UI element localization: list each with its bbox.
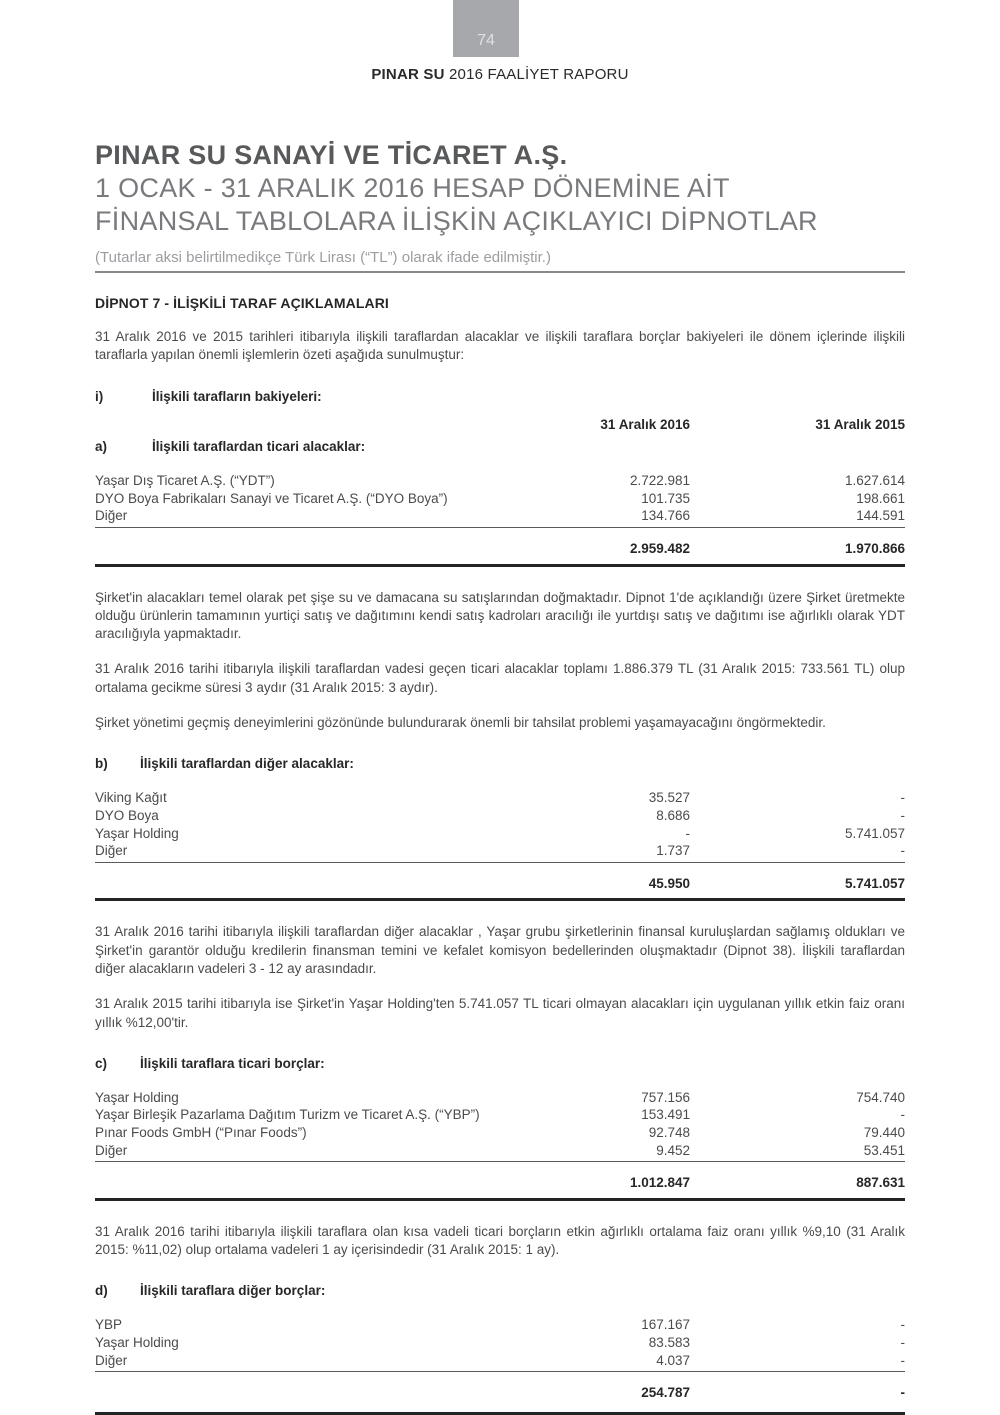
- row-label: Yaşar Holding: [95, 1334, 179, 1350]
- table-row: [95, 1316, 905, 1334]
- table-divider: [95, 1371, 905, 1372]
- row-value-2015: 198.661: [856, 490, 905, 506]
- table-d: [95, 1316, 905, 1414]
- title-block: [95, 139, 905, 273]
- page-content: [95, 139, 905, 1415]
- row-label: Yaşar Dış Ticaret A.Ş. (“YDT”): [95, 473, 275, 489]
- total-value-2016: 1.012.847: [629, 1175, 690, 1191]
- row-value-2016: 101.735: [641, 490, 690, 506]
- table-bottom-rule: [95, 1198, 905, 1201]
- table-row: [95, 507, 905, 525]
- row-value-2015: -: [900, 790, 905, 806]
- row-value-2015: -: [900, 1352, 905, 1368]
- paragraph: 31 Aralık 2016 tarihi itibarıyla ilişkili taraflardan vadesi geçen ticari alacaklar toplamı 1.886.379 TL (31 Aralık 2015: 733.561 TL) olup ortalama gecikme süresi 3 aydır (31 Aralık 2015: 3 aydır).: [95, 661, 905, 695]
- total-value-2016: 254.787: [641, 1385, 690, 1401]
- section-b-marker: b): [95, 756, 108, 772]
- row-value-2016: 83.583: [648, 1334, 690, 1350]
- row-label: Yaşar Birleşik Pazarlama Dağıtım Turizm ve Ticaret A.Ş. (“YBP”): [95, 1107, 480, 1123]
- table-row: [95, 490, 905, 508]
- intro-paragraph: 31 Aralık 2016 ve 2015 tarihleri itibarıyla ilişkili taraflardan alacaklar ve ilişkili taraflara borçlar bakiyeleri ile dönem içlerinde ilişkili taraflarla yapılan önemli işlemlerin özeti aşağıda sunulmuştur:: [95, 329, 905, 363]
- paragraph: 31 Aralık 2015 tarihi itibarıyla ise Şirket'in Yaşar Holding'ten 5.741.057 TL ticari olmayan alacakları için uygulanan yıllık etkin faiz oranı yıllık %12,00'tir.: [95, 996, 905, 1030]
- row-value-2015: -: [900, 807, 905, 823]
- page-number-box: [453, 0, 519, 57]
- paragraph: Şirket yönetimi geçmiş deneyimlerini gözönünde bulundurarak önemli bir tahsilat problemi yaşamayacağını öngörmektedir.: [95, 715, 826, 731]
- item-i-heading: [95, 389, 905, 404]
- row-value-2016: 4.037: [656, 1352, 690, 1368]
- total-row: [95, 1174, 905, 1192]
- row-value-2016: 153.491: [641, 1107, 690, 1123]
- column-header-2015: 31 Aralık 2015: [815, 416, 905, 432]
- section-a-marker: a): [95, 439, 108, 455]
- table-bottom-rule: [95, 564, 905, 567]
- row-value-2016: -: [685, 825, 690, 841]
- table-row: [95, 807, 905, 825]
- dipnot-heading: DİPNOT 7 - İLİŞKİLİ TARAF AÇIKLAMALARI: [95, 295, 389, 311]
- row-value-2015: -: [900, 843, 905, 859]
- table-divider: [95, 527, 905, 528]
- table-row: [95, 1352, 905, 1370]
- table-divider: [95, 862, 905, 863]
- table-bottom-rule: [95, 1412, 905, 1415]
- table-row: [95, 472, 905, 490]
- item-i-label: İlişkili tarafların bakiyeleri:: [152, 388, 322, 404]
- total-spacer: [95, 1384, 560, 1402]
- table-bottom-rule: [95, 898, 905, 901]
- paragraph: Şirket'in alacakları temel olarak pet şişe su ve damacana su satışlarından doğmaktadır. Dipnot 1'de açıklandığı üzere Şirket üretmekte olduğu ürünlerin tamamının yurtiçi satış ve dağıtımını kendi satış kadroları aracılığı ile yurtdışı satış ve dağıtımı ise ağırlıklı olarak YDT aracılığıyla yapmaktadır.: [95, 589, 905, 642]
- page-title: PINAR SU SANAYİ VE TİCARET A.Ş.: [95, 140, 568, 170]
- section-c-label: İlişkili taraflara ticari borçlar:: [140, 1055, 325, 1071]
- row-label: Diğer: [95, 1352, 128, 1368]
- row-value-2015: -: [900, 1317, 905, 1333]
- row-value-2015: 754.740: [856, 1089, 905, 1105]
- table-c: [95, 1089, 905, 1201]
- page-number: 74: [477, 32, 495, 49]
- table-row: [95, 1142, 905, 1160]
- section-d-heading: [95, 1283, 905, 1298]
- total-value-2015: 887.631: [856, 1175, 905, 1191]
- item-i-marker: i): [95, 388, 104, 404]
- row-value-2016: 134.766: [641, 508, 690, 524]
- row-label: Diğer: [95, 843, 128, 859]
- column-header-spacer: [95, 416, 560, 434]
- row-label: Diğer: [95, 1142, 128, 1158]
- table-a: [95, 472, 905, 566]
- total-row: [95, 1384, 905, 1402]
- table-row: [95, 842, 905, 860]
- row-value-2016: 1.737: [656, 843, 690, 859]
- row-value-2015: 53.451: [863, 1142, 905, 1158]
- row-value-2016: 35.527: [648, 790, 690, 806]
- table-divider: [95, 1161, 905, 1162]
- total-row: [95, 875, 905, 893]
- report-header-rest: 2016 FAALİYET RAPORU: [444, 66, 629, 83]
- table-column-headers: [95, 416, 905, 434]
- table-b: [95, 789, 905, 901]
- total-value-2015: 5.741.057: [844, 875, 905, 891]
- total-value-2016: 45.950: [648, 875, 690, 891]
- table-row: [95, 825, 905, 843]
- table-row: [95, 1089, 905, 1107]
- section-a-heading: [95, 439, 905, 454]
- total-row: [95, 540, 905, 558]
- row-value-2015: 1.627.614: [844, 473, 905, 489]
- page-subtitle-line2: FİNANSAL TABLOLARA İLİŞKİN AÇIKLAYICI DİPNOTLAR: [95, 206, 818, 236]
- table-row: [95, 789, 905, 807]
- report-header-brand: PINAR SU: [371, 66, 445, 83]
- paragraph: 31 Aralık 2016 tarihi itibarıyla ilişkili taraflardan diğer alacaklar , Yaşar grubu şirketlerinin finansal kuruluşlardan sağlamış oldukları ve Şirket'in garantör olduğu kredilerin finansman temini ve kefalet komisyon bedellerinden oluşmaktadır (Dipnot 38). İlişkili taraflardan diğer alacakların vadeleri 3 - 12 ay arasındadır.: [95, 924, 905, 976]
- total-spacer: [95, 875, 560, 893]
- page-subtitle-line1: 1 OCAK - 31 ARALIK 2016 HESAP DÖNEMİNE AİT: [95, 173, 730, 203]
- row-value-2015: 5.741.057: [844, 825, 905, 841]
- paragraph: 31 Aralık 2016 tarihi itibarıyla ilişkili taraflara olan kısa vadeli ticari borçların etkin ağırlıklı ortalama faiz oranı yıllık %9,10 (31 Aralık 2015: %11,02) olup ortalama vadeleri 1 ay içerisindedir (31 Aralık 2015: 1 ay).: [95, 1223, 905, 1258]
- section-c-heading: [95, 1056, 905, 1071]
- row-value-2016: 9.452: [656, 1142, 690, 1158]
- row-value-2015: -: [900, 1334, 905, 1350]
- row-value-2016: 167.167: [641, 1317, 690, 1333]
- table-row: [95, 1124, 905, 1142]
- total-spacer: [95, 540, 560, 558]
- row-label: Yaşar Holding: [95, 1089, 179, 1105]
- section-b-heading: [95, 756, 905, 771]
- row-value-2015: 144.591: [856, 508, 905, 524]
- section-d-marker: d): [95, 1283, 108, 1299]
- total-value-2015: -: [900, 1385, 905, 1401]
- row-value-2016: 92.748: [648, 1124, 690, 1140]
- column-header-2016: 31 Aralık 2016: [600, 416, 690, 432]
- row-label: Yaşar Holding: [95, 825, 179, 841]
- row-value-2015: -: [900, 1107, 905, 1123]
- row-label: Diğer: [95, 508, 128, 524]
- row-value-2015: 79.440: [863, 1124, 905, 1140]
- section-a-label: İlişkili taraflardan ticari alacaklar:: [152, 439, 366, 455]
- row-label: DYO Boya Fabrikaları Sanayi ve Ticaret A.Ş. (“DYO Boya”): [95, 490, 448, 506]
- row-label: DYO Boya: [95, 807, 159, 823]
- row-label: Pınar Foods GmbH (“Pınar Foods”): [95, 1124, 307, 1140]
- row-label: YBP: [95, 1317, 123, 1333]
- row-value-2016: 8.686: [656, 807, 690, 823]
- section-c-marker: c): [95, 1055, 108, 1071]
- amounts-note: (Tutarlar aksi belirtilmedikçe Türk Lirası (“TL”) olarak ifade edilmiştir.): [95, 249, 905, 273]
- section-d-label: İlişkili taraflara diğer borçlar:: [140, 1283, 326, 1299]
- total-value-2016: 2.959.482: [629, 540, 690, 556]
- row-value-2016: 757.156: [641, 1089, 690, 1105]
- table-row: [95, 1106, 905, 1124]
- row-value-2016: 2.722.981: [629, 473, 690, 489]
- row-label: Viking Kağıt: [95, 790, 167, 806]
- total-spacer: [95, 1174, 560, 1192]
- section-b-label: İlişkili taraflardan diğer alacaklar:: [140, 756, 354, 772]
- total-value-2015: 1.970.866: [844, 540, 905, 556]
- table-row: [95, 1334, 905, 1352]
